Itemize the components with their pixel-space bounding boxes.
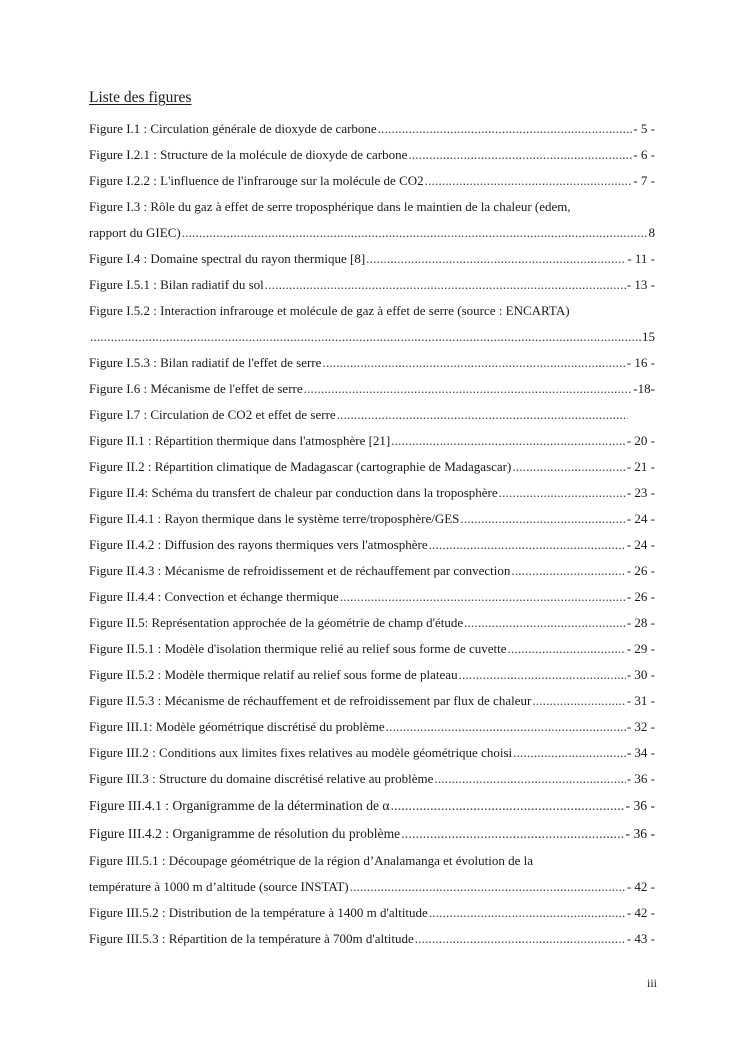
list-item: ..... 15: [89, 324, 655, 350]
list-item: Figure III.5.3 : Répartition de la température à 700m d'altitude ..... - 43 -: [89, 926, 655, 952]
list-item: Figure III.4.2 : Organigramme de résolution du problème ..... - 36 -: [89, 820, 655, 848]
list-item: Figure III.5.1 : Découpage géométrique de la région d’Analamanga et évolution de la: [89, 853, 534, 868]
list-item: Figure II.4.4 : Convection et échange thermique ..... - 26 -: [89, 584, 655, 610]
list-item: température à 1000 m d’altitude (source INSTAT) ..... - 42 -: [89, 874, 655, 900]
list-item: Figure I.6 : Mécanisme de l'effet de serre ..... -18-: [89, 376, 655, 402]
list-item: Figure III.2 : Conditions aux limites fixes relatives au modèle géométrique choisi ..... - 34 -: [89, 740, 655, 766]
list-item: rapport du GIEC) ..... 8: [89, 220, 655, 246]
list-item: Figure I.3 : Rôle du gaz à effet de serre troposphérique dans le maintien de la chaleur (edem,: [89, 199, 571, 214]
list-item: Figure II.5.3 : Mécanisme de réchauffement et de refroidissement par flux de chaleur ..... - 31 -: [89, 688, 655, 714]
list-item: Figure III.1: Modèle géométrique discrétisé du problème ..... - 32 -: [89, 714, 655, 740]
list-item: Figure II.1 : Répartition thermique dans l'atmosphère [21] ..... - 20 -: [89, 428, 655, 454]
list-item: Figure I.4 : Domaine spectral du rayon thermique [8] ..... - 11 -: [89, 246, 655, 272]
list-item: Figure II.5.2 : Modèle thermique relatif au relief sous forme de plateau ..... - 30 -: [89, 662, 655, 688]
page-title: Liste des figures: [89, 89, 192, 106]
list-item: Figure III.4.1 : Organigramme de la détermination de α ..... - 36 -: [89, 792, 655, 820]
figure-list: [89, 116, 655, 952]
list-item: Figure I.5.1 : Bilan radiatif du sol ..... - 13 -: [89, 272, 655, 298]
list-item: Figure III.5.2 : Distribution de la température à 1400 m d'altitude ..... - 42 -: [89, 900, 655, 926]
list-item: Figure I.1 : Circulation générale de dioxyde de carbone ..... - 5 -: [89, 116, 655, 142]
list-item: Figure I.5.3 : Bilan radiatif de l'effet de serre ..... - 16 -: [89, 350, 655, 376]
list-item: Figure II.5.1 : Modèle d'isolation thermique relié au relief sous forme de cuvette ..... - 29 -: [89, 636, 655, 662]
page-number: iii: [647, 976, 658, 990]
list-item: Figure II.4: Schéma du transfert de chaleur par conduction dans la troposphère ..... - 23 -: [89, 480, 655, 506]
list-item: Figure I.7 : Circulation de CO2 et effet de serre .....: [89, 402, 655, 428]
list-item: Figure II.5: Représentation approchée de la géométrie de champ d'étude ..... - 28 -: [89, 610, 655, 636]
list-item: Figure III.3 : Structure du domaine discrétisé relative au problème ..... - 36 -: [89, 766, 655, 792]
list-item: Figure I.2.2 : L'influence de l'infrarouge sur la molécule de CO2 ..... - 7 -: [89, 168, 655, 194]
list-item: Figure II.4.3 : Mécanisme de refroidissement et de réchauffement par convection ..... - 26 -: [89, 558, 655, 584]
list-item: Figure I.2.1 : Structure de la molécule de dioxyde de carbone ..... - 6 -: [89, 142, 655, 168]
list-item: Figure II.4.1 : Rayon thermique dans le système terre/troposphère/GES ..... - 24 -: [89, 506, 655, 532]
list-item: Figure II.4.2 : Diffusion des rayons thermiques vers l'atmosphère ..... - 24 -: [89, 532, 655, 558]
list-item: Figure I.5.2 : Interaction infrarouge et molécule de gaz à effet de serre (source : ENCARTA): [89, 303, 570, 318]
list-item: Figure II.2 : Répartition climatique de Madagascar (cartographie de Madagascar) ..... - 21 -: [89, 454, 655, 480]
